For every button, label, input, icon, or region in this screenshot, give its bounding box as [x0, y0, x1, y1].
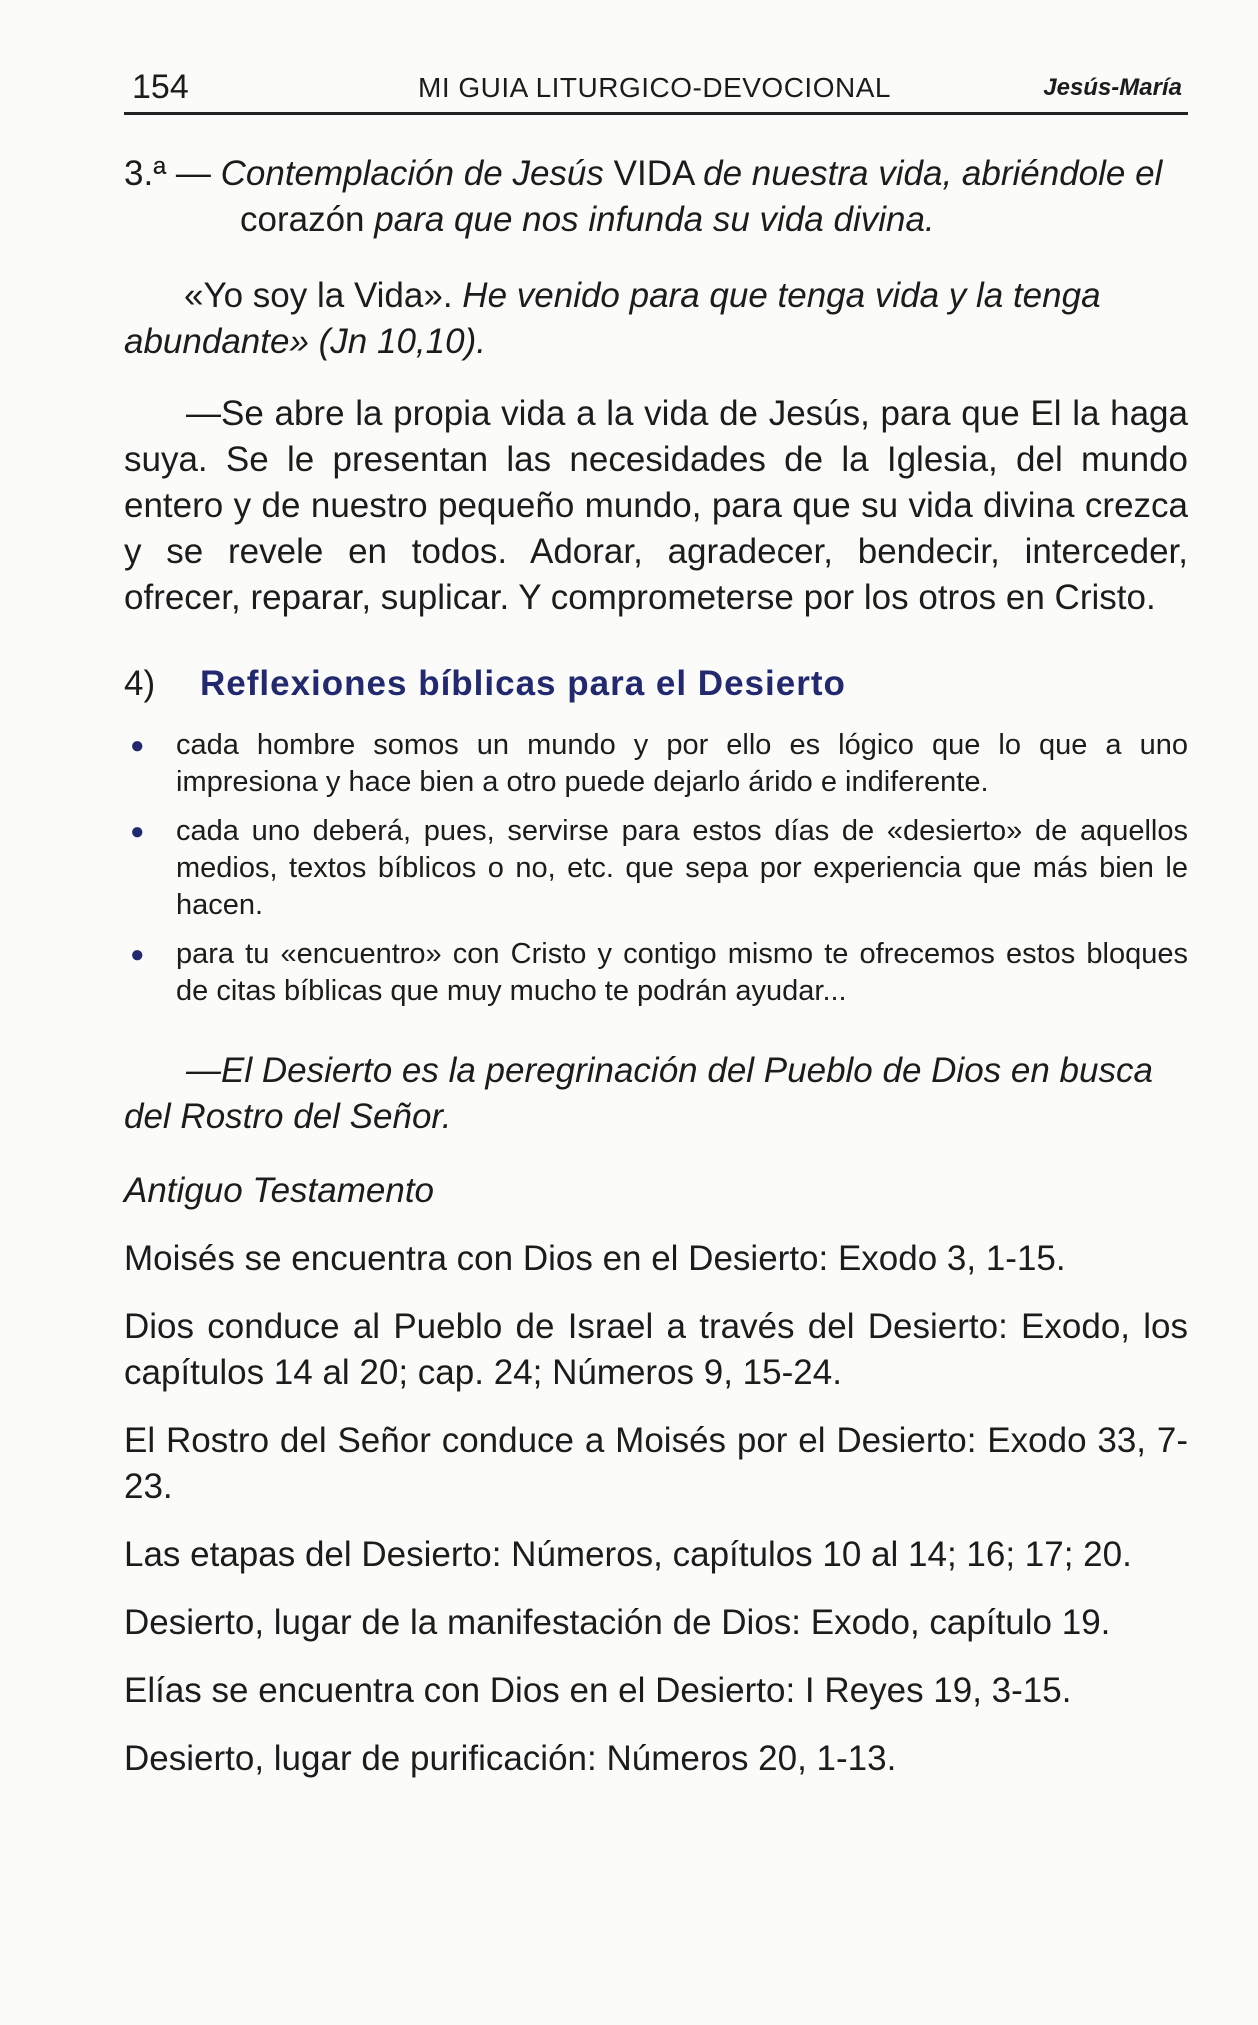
body-paragraph: —Se abre la propia vida a la vida de Jesús, para que El la haga suya. Se le presentan las necesidades de la Iglesia, del mundo entero y de nuestro pequeño mundo, para que su vida divina crezca y se revele en todos. Adorar, agradecer, bendecir, interceder, ofrecer, reparar, suplicar. Y comprometerse por los otros en Cristo. [124, 394, 1188, 617]
bullet-item: ● cada uno deberá, pues, servirse para estos días de «desierto» de aquellos medios, textos bíblicos o no, etc. que sepa por experiencia que más bien le hacen. [130, 815, 1188, 921]
scripture-reference: Desierto, lugar de purificación: Números 20, 1-13. [124, 1739, 897, 1778]
running-title: MI GUIA LITURGICO-DEVOCIONAL [418, 72, 891, 103]
page-header [124, 58, 1188, 115]
scripture-reference: Las etapas del Desierto: Números, capítulos 10 al 14; 16; 17; 20. [124, 1535, 1132, 1574]
scripture-reference: Moisés se encuentra con Dios en el Desierto: Exodo 3, 1-15. [124, 1239, 1066, 1278]
bullet-dot-icon: ● [130, 818, 145, 845]
scripture-quote: «Yo soy la Vida». He venido para que tenga vida y la tenga abundante» (Jn 10,10). [124, 276, 1101, 361]
section-heading [124, 661, 1188, 707]
running-brand: Jesús-María [1043, 74, 1182, 101]
section-number: 4) [124, 664, 156, 703]
bullet-item: ● cada hombre somos un mundo y por ello es lógico que lo que a uno impresiona y hace bien a otro puede dejarlo árido e indiferente. [130, 729, 1188, 798]
section-title: Reflexiones bíblicas para el Desierto [200, 664, 846, 703]
page-body [124, 151, 1188, 1782]
bullet-dot-icon: ● [130, 732, 145, 759]
scripture-reference: Desierto, lugar de la manifestación de Dios: Exodo, capítulo 19. [124, 1603, 1111, 1642]
scripture-reference: Dios conduce al Pueblo de Israel a través del Desierto: Exodo, los capítulos 14 al 20; cap. 24; Números 9, 15-24. [124, 1307, 1188, 1392]
page-number: 154 [132, 68, 189, 106]
scripture-reference: El Rostro del Señor conduce a Moisés por el Desierto: Exodo 33, 7-23. [124, 1421, 1188, 1506]
scripture-reference: Elías se encuentra con Dios en el Desierto: I Reyes 19, 3-15. [124, 1671, 1072, 1710]
book-page [124, 58, 1188, 1782]
bullet-list [124, 727, 1188, 1010]
old-testament-heading: Antiguo Testamento [124, 1171, 435, 1210]
bullet-item: ● para tu «encuentro» con Cristo y contigo mismo te ofrecemos estos bloques de citas bíblicas que muy mucho te podrán ayudar... [130, 938, 1188, 1007]
desert-statement: —El Desierto es la peregrinación del Pueblo de Dios en busca del Rostro del Señor. [124, 1051, 1153, 1136]
contemplation-item: 3.ª — Contemplación de Jesús VIDA de nuestra vida, abriéndole el corazón para que nos infunda su vida divina. [124, 154, 1163, 239]
bullet-dot-icon: ● [130, 941, 145, 968]
